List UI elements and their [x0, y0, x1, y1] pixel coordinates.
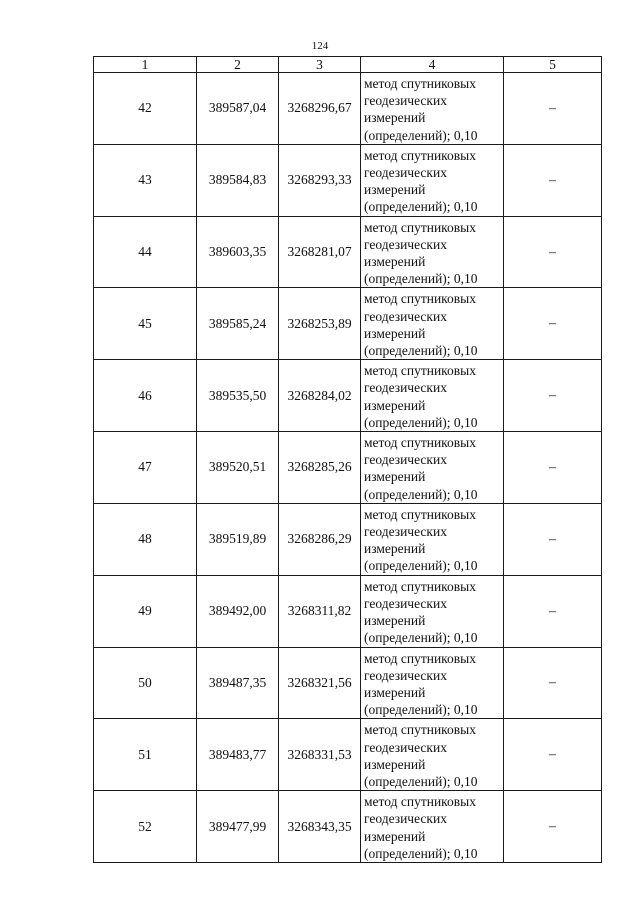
x-coordinate-cell: 389587,04	[197, 73, 279, 145]
method-line: геодезических	[364, 811, 447, 827]
dash-mark: –	[549, 316, 556, 332]
note-cell	[504, 144, 602, 216]
note-cell	[504, 719, 602, 791]
y-coordinate-cell: 3268296,67	[279, 73, 361, 145]
table-row	[94, 503, 602, 575]
method-line: геодезических	[364, 667, 447, 683]
point-number-cell: 44	[94, 216, 197, 288]
method-cell	[361, 575, 504, 647]
method-line: метод спутниковых	[364, 147, 476, 163]
page-number: 124	[311, 40, 329, 52]
y-coordinate-cell: 3268253,89	[279, 288, 361, 360]
point-number-cell: 51	[94, 719, 197, 791]
method-line: (определений); 0,10	[364, 486, 478, 502]
note-cell	[504, 575, 602, 647]
method-line: измерений	[364, 397, 426, 413]
column-header-5: 5	[504, 57, 602, 73]
method-line: (определений); 0,10	[364, 702, 478, 718]
table-row	[94, 360, 602, 432]
method-cell	[361, 216, 504, 288]
table-row	[94, 288, 602, 360]
dash-mark: –	[549, 244, 556, 260]
column-header-2: 2	[197, 57, 279, 73]
method-line: метод спутниковых	[364, 722, 476, 738]
method-line: метод спутниковых	[364, 650, 476, 666]
point-number-cell: 46	[94, 360, 197, 432]
table-row	[94, 719, 602, 791]
method-line: (определений); 0,10	[364, 558, 478, 574]
method-cell	[361, 360, 504, 432]
method-cell	[361, 791, 504, 863]
method-cell	[361, 503, 504, 575]
point-number-cell: 52	[94, 791, 197, 863]
note-cell	[504, 360, 602, 432]
method-line: измерений	[364, 469, 426, 485]
point-number-cell: 42	[94, 73, 197, 145]
method-cell	[361, 719, 504, 791]
point-number-cell: 43	[94, 144, 197, 216]
method-line: метод спутниковых	[364, 76, 476, 91]
note-cell	[504, 791, 602, 863]
y-coordinate-cell: 3268284,02	[279, 360, 361, 432]
method-line: измерений	[364, 110, 426, 126]
y-coordinate-cell: 3268331,53	[279, 719, 361, 791]
table-row	[94, 216, 602, 288]
method-line: (определений); 0,10	[364, 773, 478, 789]
table-body	[94, 73, 602, 863]
method-line: метод спутниковых	[364, 219, 476, 235]
method-line: геодезических	[364, 595, 447, 611]
dash-mark: –	[549, 747, 556, 763]
point-number-cell: 50	[94, 647, 197, 719]
method-line: геодезических	[364, 524, 447, 540]
method-line: измерений	[364, 756, 426, 772]
method-cell	[361, 288, 504, 360]
method-line: измерений	[364, 182, 426, 198]
method-line: метод спутниковых	[364, 435, 476, 451]
method-line: измерений	[364, 325, 426, 341]
x-coordinate-cell: 389520,51	[197, 432, 279, 504]
method-line: геодезических	[364, 236, 447, 252]
y-coordinate-cell: 3268321,56	[279, 647, 361, 719]
y-coordinate-cell: 3268343,35	[279, 791, 361, 863]
dash-mark: –	[549, 100, 556, 116]
column-header-3: 3	[279, 57, 361, 73]
table-row	[94, 791, 602, 863]
table-row	[94, 575, 602, 647]
method-line: геодезических	[364, 380, 447, 396]
method-line: измерений	[364, 541, 426, 557]
method-line: метод спутниковых	[364, 578, 476, 594]
dash-mark: –	[549, 675, 556, 691]
x-coordinate-cell: 389492,00	[197, 575, 279, 647]
method-line: метод спутниковых	[364, 291, 476, 307]
point-number-cell: 49	[94, 575, 197, 647]
table-row	[94, 432, 602, 504]
y-coordinate-cell: 3268286,29	[279, 503, 361, 575]
x-coordinate-cell: 389487,35	[197, 647, 279, 719]
dash-mark: –	[549, 819, 556, 835]
x-coordinate-cell: 389603,35	[197, 216, 279, 288]
x-coordinate-cell: 389483,77	[197, 719, 279, 791]
method-line: метод спутниковых	[364, 363, 476, 379]
method-line: измерений	[364, 613, 426, 629]
method-line: измерений	[364, 254, 426, 270]
dash-mark: –	[549, 603, 556, 619]
note-cell	[504, 503, 602, 575]
table-header-row	[94, 57, 602, 73]
method-line: измерений	[364, 828, 426, 844]
method-line: (определений); 0,10	[364, 845, 478, 861]
dash-mark: –	[549, 388, 556, 404]
method-line: (определений); 0,10	[364, 630, 478, 646]
method-line: измерений	[364, 684, 426, 700]
method-line: метод спутниковых	[364, 506, 476, 522]
point-number-cell: 48	[94, 503, 197, 575]
method-line: геодезических	[364, 308, 447, 324]
note-cell	[504, 288, 602, 360]
x-coordinate-cell: 389535,50	[197, 360, 279, 432]
x-coordinate-cell: 389519,89	[197, 503, 279, 575]
table-row	[94, 144, 602, 216]
dash-mark: –	[549, 459, 556, 475]
point-number-cell: 45	[94, 288, 197, 360]
x-coordinate-cell: 389585,24	[197, 288, 279, 360]
method-line: (определений); 0,10	[364, 414, 478, 430]
method-line: (определений); 0,10	[364, 343, 478, 359]
column-header-1: 1	[94, 57, 197, 73]
y-coordinate-cell: 3268293,33	[279, 144, 361, 216]
method-line: геодезических	[364, 452, 447, 468]
dash-mark: –	[549, 172, 556, 188]
method-line: геодезических	[364, 165, 447, 181]
table-row	[94, 73, 602, 145]
y-coordinate-cell: 3268311,82	[279, 575, 361, 647]
method-cell	[361, 73, 504, 145]
table-row	[94, 647, 602, 719]
method-line: геодезических	[364, 739, 447, 755]
note-cell	[504, 73, 602, 145]
y-coordinate-cell: 3268285,26	[279, 432, 361, 504]
method-cell	[361, 432, 504, 504]
y-coordinate-cell: 3268281,07	[279, 216, 361, 288]
method-line: метод спутниковых	[364, 794, 476, 810]
note-cell	[504, 216, 602, 288]
note-cell	[504, 432, 602, 504]
method-line: (определений); 0,10	[364, 199, 478, 215]
method-line: (определений); 0,10	[364, 271, 478, 287]
note-cell	[504, 647, 602, 719]
coordinates-table	[93, 56, 602, 863]
x-coordinate-cell: 389584,83	[197, 144, 279, 216]
method-cell	[361, 144, 504, 216]
x-coordinate-cell: 389477,99	[197, 791, 279, 863]
method-line: геодезических	[364, 93, 447, 109]
column-header-4: 4	[361, 57, 504, 73]
method-line: (определений); 0,10	[364, 127, 478, 143]
point-number-cell: 47	[94, 432, 197, 504]
method-cell	[361, 647, 504, 719]
dash-mark: –	[549, 531, 556, 547]
